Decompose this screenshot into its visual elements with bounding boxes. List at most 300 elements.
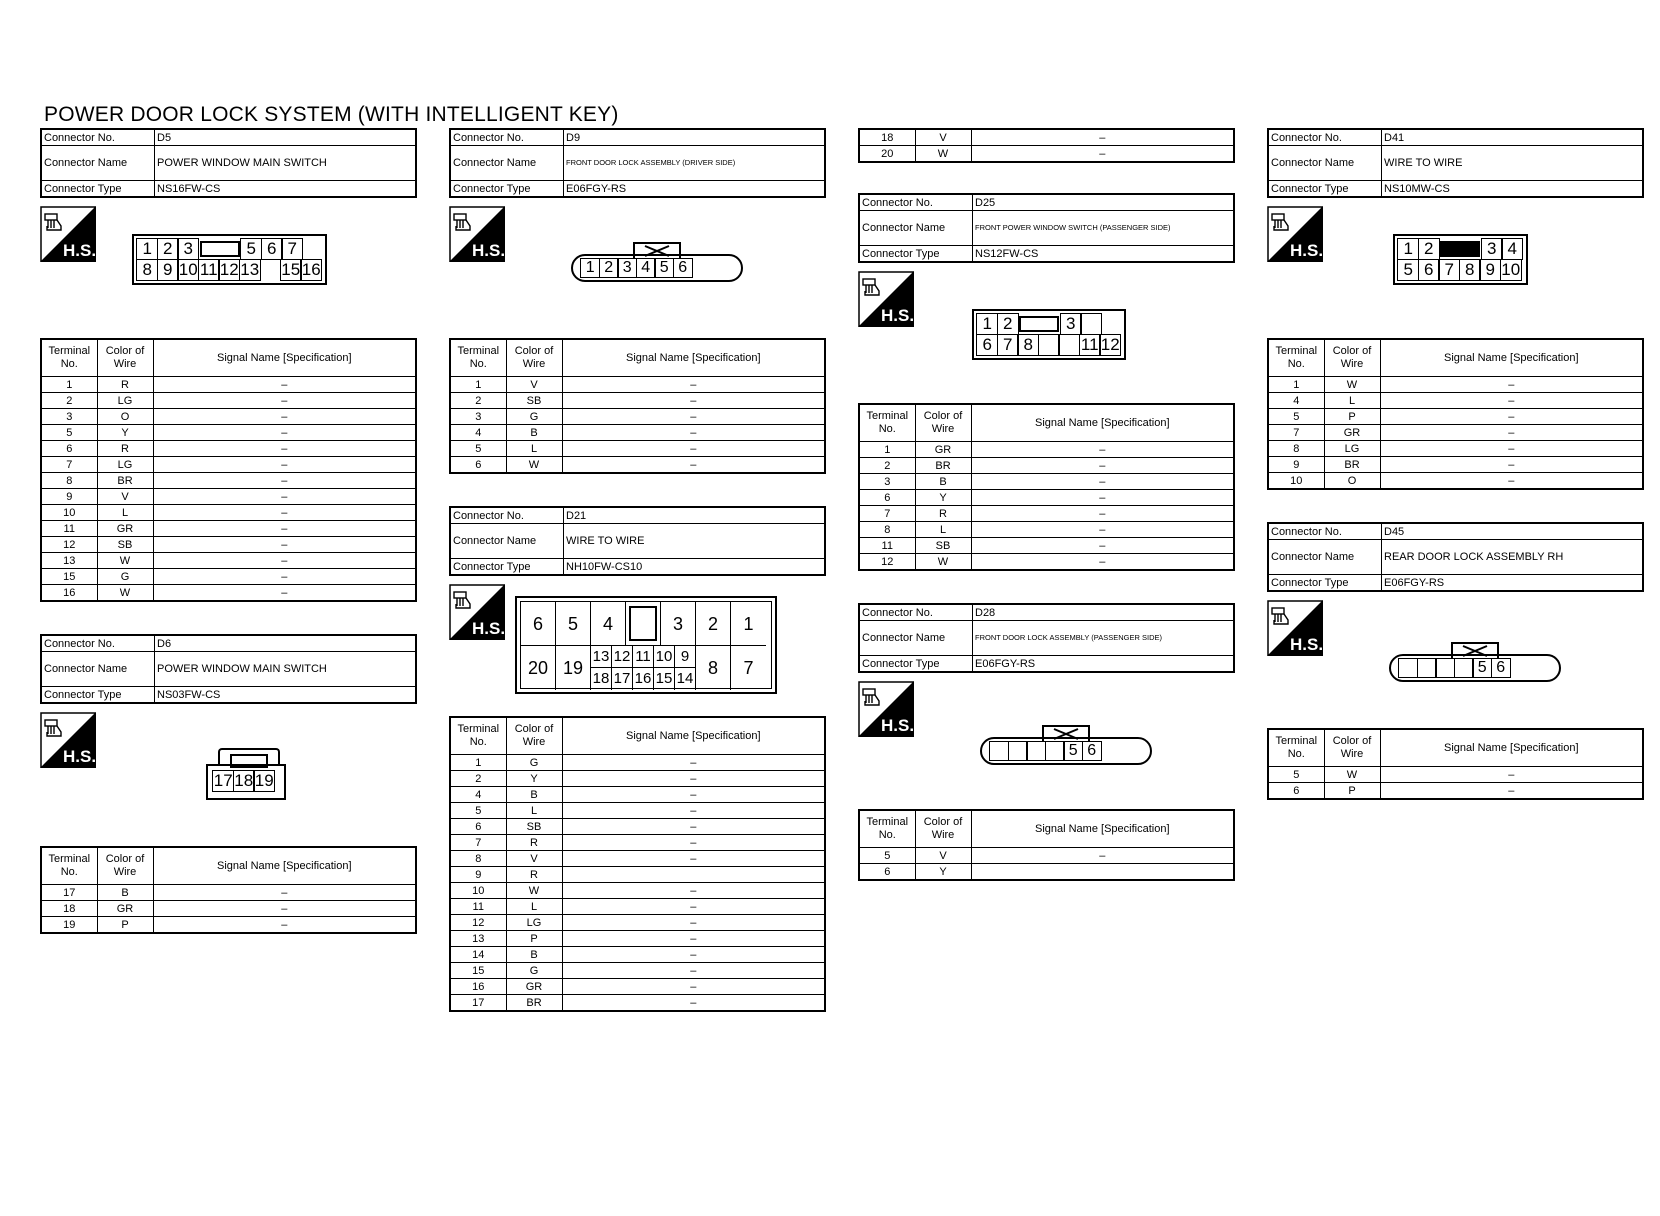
signal-name-cell: – — [562, 819, 825, 835]
wire-color-cell: Y — [915, 864, 971, 881]
wire-color-cell: G — [97, 569, 153, 585]
table-row — [41, 441, 416, 457]
signal-name-cell: – — [153, 553, 416, 569]
wire-color-cell: L — [506, 441, 562, 457]
column-2 — [449, 128, 826, 1012]
connector-d41-face — [1393, 234, 1528, 285]
terminal-pin — [1026, 741, 1046, 761]
connector-d45-face — [1389, 642, 1561, 692]
connector-name-value: WIRE TO WIRE — [1382, 146, 1644, 181]
connector-d9-info — [449, 128, 826, 198]
wire-color-cell: P — [1324, 409, 1380, 425]
terminal-pin — [1435, 658, 1455, 678]
table-row — [41, 901, 416, 917]
terminal-pin: 6 — [1418, 259, 1440, 281]
terminal-no-cell: 1 — [41, 377, 97, 393]
terminal-pin: 10 — [1501, 259, 1521, 279]
terminal-pin — [1058, 334, 1080, 356]
header-signal-name: Signal Name [Specification] — [1380, 729, 1643, 767]
label-connector-type: Connector Type — [859, 246, 973, 263]
terminal-pin: 12 — [219, 259, 239, 279]
terminal-no-cell: 12 — [41, 537, 97, 553]
terminal-pin: 9 — [1479, 259, 1501, 281]
table-row — [41, 377, 416, 393]
terminal-pin: 8 — [1017, 334, 1039, 356]
table-row — [450, 995, 825, 1012]
connector-no-value: D6 — [155, 635, 417, 652]
signal-name-cell: – — [153, 441, 416, 457]
terminal-pin: 3 — [1060, 313, 1082, 335]
signal-name-cell: – — [562, 787, 825, 803]
signal-name-cell: – — [562, 457, 825, 474]
wire-color-cell: B — [97, 885, 153, 901]
signal-name-cell: – — [562, 803, 825, 819]
table-row — [41, 473, 416, 489]
signal-name-cell — [971, 864, 1234, 881]
terminal-pin: 17 — [213, 771, 233, 791]
hs-icon — [1267, 600, 1323, 656]
signal-name-cell: – — [562, 377, 825, 393]
terminal-pin — [1045, 741, 1065, 761]
column-1 — [40, 128, 417, 934]
terminal-pin: 1 — [580, 258, 600, 278]
terminal-pin: 6 — [1082, 741, 1102, 761]
signal-name-cell: – — [971, 506, 1234, 522]
connector-key-slot — [198, 238, 242, 260]
terminal-pin: 4 — [636, 258, 656, 278]
terminal-no-cell: 15 — [450, 963, 506, 979]
signal-name-cell: – — [562, 409, 825, 425]
terminal-pin — [1038, 334, 1060, 356]
signal-name-cell: – — [971, 146, 1234, 163]
connector-d45-info — [1267, 522, 1644, 592]
connector-d6-info — [40, 634, 417, 704]
table-row — [41, 505, 416, 521]
table-row — [450, 931, 825, 947]
terminal-pin — [1417, 658, 1437, 678]
terminal-pin: 20 — [521, 646, 556, 690]
label-connector-name: Connector Name — [450, 146, 564, 181]
terminal-pin: 7 — [281, 238, 303, 260]
connector-d21 — [449, 506, 826, 1012]
terminal-table-d41 — [1267, 338, 1644, 490]
terminal-no-cell: 18 — [41, 901, 97, 917]
terminal-pin: 18 — [591, 668, 612, 690]
header-terminal-no: Terminal No. — [1268, 339, 1324, 377]
connector-type-value: NS12FW-CS — [973, 246, 1235, 263]
table-row — [450, 803, 825, 819]
connector-name-value: WIRE TO WIRE — [564, 524, 826, 559]
signal-name-cell: – — [153, 505, 416, 521]
table-row — [41, 393, 416, 409]
terminal-pin: 2 — [599, 258, 619, 278]
header-terminal-no: Terminal No. — [41, 339, 97, 377]
table-row — [1268, 393, 1643, 409]
label-connector-type: Connector Type — [41, 687, 155, 704]
header-signal-name: Signal Name [Specification] — [153, 339, 416, 377]
wire-color-cell: L — [97, 505, 153, 521]
signal-name-cell: – — [153, 569, 416, 585]
table-row — [41, 489, 416, 505]
signal-name-cell: – — [153, 457, 416, 473]
label-connector-no: Connector No. — [859, 194, 973, 211]
connector-type-value: E06FGY-RS — [973, 656, 1235, 673]
terminal-pin — [259, 259, 281, 281]
signal-name-cell: – — [971, 554, 1234, 571]
signal-name-cell: – — [1380, 473, 1643, 490]
connector-no-value: D45 — [1382, 523, 1644, 540]
terminal-pin: 7 — [743, 658, 754, 678]
table-row — [41, 553, 416, 569]
terminal-table-d5 — [40, 338, 417, 602]
terminal-pin: 5 — [1472, 658, 1492, 678]
label-connector-type: Connector Type — [41, 181, 155, 198]
terminal-pin — [1398, 658, 1418, 678]
table-row — [450, 457, 825, 474]
signal-name-cell: – — [562, 995, 825, 1012]
header-signal-name: Signal Name [Specification] — [153, 847, 416, 885]
terminal-no-cell: 6 — [450, 819, 506, 835]
wire-color-cell: GR — [97, 901, 153, 917]
wire-color-cell: P — [97, 917, 153, 934]
terminal-no-cell: 8 — [859, 522, 915, 538]
label-connector-name: Connector Name — [859, 211, 973, 246]
terminal-pin: 3 — [1481, 238, 1503, 260]
connector-d41 — [1267, 128, 1644, 490]
terminal-no-cell: 3 — [41, 409, 97, 425]
signal-name-cell: – — [971, 490, 1234, 506]
connector-name-value: POWER WINDOW MAIN SWITCH — [155, 146, 417, 181]
table-row — [1268, 441, 1643, 457]
table-row — [450, 755, 825, 771]
hs-icon — [858, 271, 914, 327]
signal-name-cell: – — [562, 425, 825, 441]
hs-icon — [858, 681, 914, 737]
signal-name-cell: – — [1380, 767, 1643, 783]
connector-type-value: E06FGY-RS — [1382, 575, 1644, 592]
terminal-pin: 12 — [612, 646, 633, 668]
signal-name-cell: – — [1380, 783, 1643, 800]
terminal-pin: 15 — [281, 259, 301, 279]
wire-color-cell: W — [506, 883, 562, 899]
terminal-pin: 16 — [301, 259, 321, 279]
wire-color-cell: B — [915, 474, 971, 490]
signal-name-cell: – — [971, 522, 1234, 538]
terminal-pin: 10 — [178, 259, 198, 279]
terminal-no-cell: 1 — [450, 377, 506, 393]
label-connector-name: Connector Name — [450, 524, 564, 559]
hs-icon — [40, 712, 96, 768]
connector-name-value: FRONT POWER WINDOW SWITCH (PASSENGER SIDE) — [973, 211, 1235, 246]
terminal-pin: 19 — [556, 646, 591, 690]
terminal-no-cell: 6 — [41, 441, 97, 457]
terminal-no-cell: 16 — [450, 979, 506, 995]
label-connector-no: Connector No. — [1268, 523, 1382, 540]
signal-name-cell: – — [1380, 425, 1643, 441]
table-row — [41, 537, 416, 553]
terminal-no-cell: 6 — [450, 457, 506, 474]
hs-label: H.S. — [63, 241, 96, 260]
table-row — [1268, 425, 1643, 441]
signal-name-cell: – — [971, 129, 1234, 146]
table-row — [450, 441, 825, 457]
terminal-no-cell: 4 — [450, 425, 506, 441]
table-row — [859, 506, 1234, 522]
terminal-pin: 7 — [1438, 259, 1460, 281]
terminal-no-cell: 10 — [1268, 473, 1324, 490]
wire-color-cell: Y — [915, 490, 971, 506]
terminal-no-cell: 8 — [41, 473, 97, 489]
header-terminal-no: Terminal No. — [1268, 729, 1324, 767]
terminal-pin: 17 — [612, 668, 633, 690]
terminal-pin — [1080, 313, 1102, 335]
connector-no-value: D41 — [1382, 129, 1644, 146]
terminal-pin — [1454, 658, 1474, 678]
hs-icon — [449, 206, 505, 262]
terminal-pin: 4 — [1501, 238, 1523, 260]
terminal-no-cell: 16 — [41, 585, 97, 602]
terminal-no-cell: 10 — [450, 883, 506, 899]
table-row — [450, 947, 825, 963]
wire-color-cell: GR — [97, 521, 153, 537]
header-color-of-wire: Color of Wire — [1324, 339, 1380, 377]
connector-key-slot — [1438, 238, 1482, 260]
wire-color-cell: SB — [506, 819, 562, 835]
connector-d21-info — [449, 506, 826, 576]
signal-name-cell: – — [971, 538, 1234, 554]
hs-label: H.S. — [881, 306, 914, 325]
terminal-no-cell: 12 — [859, 554, 915, 571]
hs-label: H.S. — [881, 716, 914, 735]
wire-color-cell: O — [97, 409, 153, 425]
connector-d21-face — [515, 596, 777, 694]
table-row — [41, 569, 416, 585]
wire-color-cell: W — [1324, 377, 1380, 393]
signal-name-cell: – — [971, 474, 1234, 490]
wire-color-cell: R — [915, 506, 971, 522]
wire-color-cell: Y — [506, 771, 562, 787]
terminal-no-cell: 9 — [1268, 457, 1324, 473]
terminal-pin: 13 — [240, 259, 260, 279]
terminal-no-cell: 3 — [450, 409, 506, 425]
terminal-pin: 11 — [198, 259, 220, 281]
connector-d9-face — [571, 242, 743, 292]
terminal-no-cell: 11 — [41, 521, 97, 537]
connector-d25-info — [858, 193, 1235, 263]
table-row — [450, 851, 825, 867]
label-connector-no: Connector No. — [450, 507, 564, 524]
table-row — [41, 521, 416, 537]
column-4 — [1267, 128, 1644, 800]
signal-name-cell: – — [1380, 441, 1643, 457]
terminal-no-cell: 2 — [41, 393, 97, 409]
signal-name-cell: – — [562, 947, 825, 963]
terminal-pin: 7 — [997, 334, 1019, 356]
header-signal-name: Signal Name [Specification] — [971, 404, 1234, 442]
terminal-no-cell: 11 — [859, 538, 915, 554]
signal-name-cell: – — [562, 899, 825, 915]
terminal-no-cell: 15 — [41, 569, 97, 585]
wire-color-cell: P — [1324, 783, 1380, 800]
signal-name-cell: – — [562, 931, 825, 947]
wire-color-cell: SB — [506, 393, 562, 409]
signal-name-cell: – — [153, 409, 416, 425]
signal-name-cell: – — [562, 915, 825, 931]
label-connector-no: Connector No. — [859, 604, 973, 621]
terminal-no-cell: 10 — [41, 505, 97, 521]
wire-color-cell: LG — [97, 457, 153, 473]
wire-color-cell: W — [506, 457, 562, 474]
header-terminal-no: Terminal No. — [859, 404, 915, 442]
signal-name-cell: – — [153, 901, 416, 917]
signal-name-cell: – — [153, 425, 416, 441]
terminal-no-cell: 5 — [859, 848, 915, 864]
signal-name-cell: – — [971, 442, 1234, 458]
connector-name-value: POWER WINDOW MAIN SWITCH — [155, 652, 417, 687]
wire-color-cell: LG — [1324, 441, 1380, 457]
terminal-no-cell: 4 — [450, 787, 506, 803]
terminal-no-cell: 9 — [450, 867, 506, 883]
signal-name-cell: – — [562, 835, 825, 851]
table-row — [859, 538, 1234, 554]
wire-color-cell: V — [915, 129, 971, 146]
terminal-pin: 6 — [976, 334, 998, 356]
wire-color-cell: V — [506, 377, 562, 393]
terminal-pin — [989, 741, 1009, 761]
signal-name-cell: – — [562, 963, 825, 979]
table-row — [450, 377, 825, 393]
header-terminal-no: Terminal No. — [450, 339, 506, 377]
header-color-of-wire: Color of Wire — [915, 404, 971, 442]
terminal-no-cell: 7 — [859, 506, 915, 522]
terminal-no-cell: 2 — [450, 771, 506, 787]
terminal-no-cell: 17 — [41, 885, 97, 901]
connector-d41-info — [1267, 128, 1644, 198]
table-row — [859, 864, 1234, 881]
connector-d6 — [40, 634, 417, 934]
header-color-of-wire: Color of Wire — [915, 810, 971, 848]
header-terminal-no: Terminal No. — [859, 810, 915, 848]
connector-d28 — [858, 603, 1235, 881]
terminal-table-d21 — [449, 716, 826, 1012]
terminal-pin: 5 — [1063, 741, 1083, 761]
table-row — [450, 963, 825, 979]
terminal-no-cell: 13 — [450, 931, 506, 947]
wire-color-cell: W — [97, 553, 153, 569]
table-row — [450, 883, 825, 899]
signal-name-cell: – — [1380, 393, 1643, 409]
terminal-pin: 18 — [234, 771, 254, 791]
table-row — [450, 771, 825, 787]
label-connector-no: Connector No. — [41, 635, 155, 652]
table-row — [450, 915, 825, 931]
header-color-of-wire: Color of Wire — [97, 847, 153, 885]
wire-color-cell: B — [506, 787, 562, 803]
table-row — [41, 585, 416, 602]
signal-name-cell: – — [153, 885, 416, 901]
label-connector-type: Connector Type — [450, 559, 564, 576]
terminal-table-d21-continued — [858, 128, 1235, 163]
table-row — [41, 457, 416, 473]
header-signal-name: Signal Name [Specification] — [562, 717, 825, 755]
hs-label: H.S. — [472, 241, 505, 260]
table-row — [1268, 783, 1643, 800]
terminal-pin: 1 — [731, 602, 766, 646]
terminal-pin: 9 — [675, 646, 696, 668]
terminal-no-cell: 3 — [859, 474, 915, 490]
hs-icon — [1267, 206, 1323, 262]
table-row — [859, 129, 1234, 146]
terminal-no-cell: 20 — [859, 146, 915, 163]
table-row — [41, 409, 416, 425]
wire-color-cell: R — [506, 835, 562, 851]
terminal-pin: 1 — [976, 313, 998, 335]
signal-name-cell: – — [562, 755, 825, 771]
wire-color-cell: L — [506, 803, 562, 819]
terminal-table-d45 — [1267, 728, 1644, 800]
terminal-no-cell: 17 — [450, 995, 506, 1012]
signal-name-cell: – — [153, 585, 416, 602]
connector-type-value: NH10FW-CS10 — [564, 559, 826, 576]
terminal-pin: 8 — [1459, 259, 1481, 281]
connector-no-value: D9 — [564, 129, 826, 146]
terminal-no-cell: 11 — [450, 899, 506, 915]
terminal-pin: 11 — [633, 646, 654, 668]
header-terminal-no: Terminal No. — [450, 717, 506, 755]
connector-type-value: NS10MW-CS — [1382, 181, 1644, 198]
terminal-pin: 4 — [591, 602, 626, 646]
signal-name-cell: – — [153, 393, 416, 409]
connector-type-value: NS03FW-CS — [155, 687, 417, 704]
hs-icon — [40, 206, 96, 262]
hs-label: H.S. — [472, 619, 505, 638]
wire-color-cell: BR — [97, 473, 153, 489]
connector-no-value: D5 — [155, 129, 417, 146]
signal-name-cell: – — [562, 441, 825, 457]
table-row — [450, 393, 825, 409]
header-color-of-wire: Color of Wire — [506, 717, 562, 755]
terminal-pin: 16 — [633, 668, 654, 690]
terminal-no-cell: 8 — [1268, 441, 1324, 457]
terminal-pin: 12 — [1100, 334, 1120, 354]
wire-color-cell: L — [1324, 393, 1380, 409]
wire-color-cell: LG — [506, 915, 562, 931]
table-row — [859, 490, 1234, 506]
terminal-pin: 5 — [556, 602, 591, 646]
connector-d28-info — [858, 603, 1235, 673]
terminal-pin: 3 — [661, 602, 696, 646]
connector-d25 — [858, 193, 1235, 571]
table-row — [859, 848, 1234, 864]
terminal-no-cell: 6 — [859, 490, 915, 506]
signal-name-cell: – — [153, 917, 416, 934]
terminal-no-cell: 8 — [450, 851, 506, 867]
wire-color-cell: R — [97, 441, 153, 457]
terminal-no-cell: 19 — [41, 917, 97, 934]
wire-color-cell: GR — [1324, 425, 1380, 441]
table-row — [859, 554, 1234, 571]
table-row — [450, 787, 825, 803]
header-signal-name: Signal Name [Specification] — [562, 339, 825, 377]
connector-d5-info — [40, 128, 417, 198]
label-connector-name: Connector Name — [1268, 146, 1382, 181]
wire-color-cell: V — [506, 851, 562, 867]
signal-name-cell: – — [153, 377, 416, 393]
signal-name-cell: – — [153, 489, 416, 505]
signal-name-cell: – — [562, 883, 825, 899]
wire-color-cell: Y — [97, 425, 153, 441]
table-row — [450, 835, 825, 851]
